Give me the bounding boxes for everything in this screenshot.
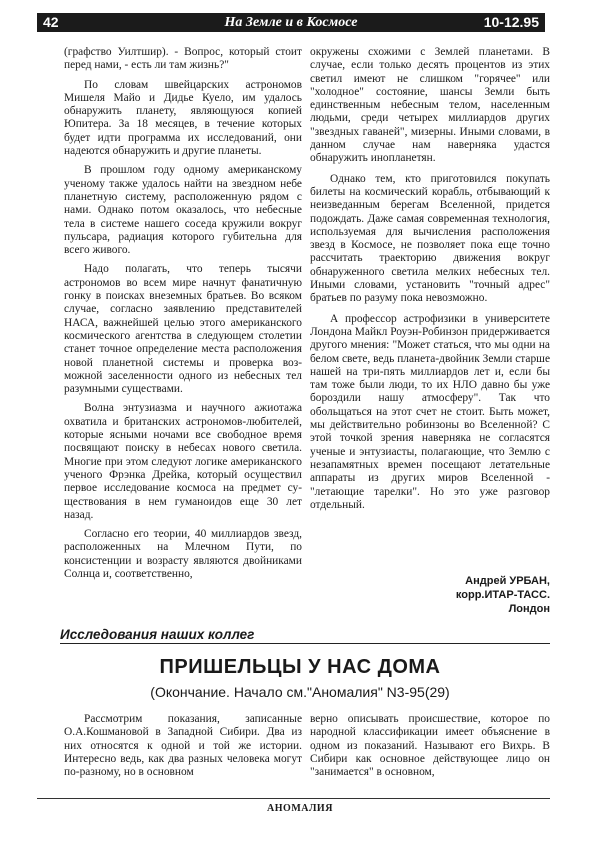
page-number: 42 <box>43 14 59 30</box>
article-paragraph: А профессор астрофизики в университете Лондона Майкл Роуэн-Робинзон придерживается другого мнения: "Может статься, что мы одни на белом свете, ведь планета-двойник Земли старше нашей на три-пять миллиардов лет и, если бы там тоже были люди, то их НЛО давно бы уже бороздили нашу атмосферу". Так что обольщаться на этот счет не стоит. Быть может, мы действительно робинзоны во Вселенной? С этой точкой зрения наверняка не согласятся ученые и энтузиасты, полагающие, что Землю с незапамятных времен посещают летательные аппараты из других миров Вселенной - "летающие тарелки". Но это уже разговор отдельный. <box>310 312 550 511</box>
article-paragraph: Однако тем, кто приготовился покупать билеты на космический корабль, отбывающий к неизведанным берегам Вселенной, придется подождать. Даже самая современная технология, используемая для вычисления расположения звезд в Космосе, не позволяет пока еще точно рассчитать траекторию движения вокруг обнаруженного светила мелких небесных тел. Иными словами, установить "точный адрес" братьев по разуму пока невозможно. <box>310 172 550 305</box>
article-paragraph: окружены схожими с Землей планетами. В случае, если только десять процентов из этих светил имеют не слишком "горячее" или "холодное" состояние, шансы Земли быть единственным небесным телом, населенным людьми, среди четырех миллиардов других "звездных гаваней", мизерны. Иными словами, в данном случае нам наверняка удастся обнаружить инопланетян. <box>310 46 550 165</box>
article-paragraph: Волна энтузиазма и научного ажиотажа охватила и британских астрономов-любителей, которые ясными ночами все свободное время посвящают поиску в небесах нового светила. Многие при этом следуют логике американского ученого Фрэнка Дрейка, который осуществил первое исследование космоса на предмет существования в нем гуманоидов еще 30 лет назад. <box>64 402 302 521</box>
second-article-right-column <box>310 713 550 783</box>
article-paragraph: Надо полагать, что теперь тысячи астрономов во всем мире начнут фанатичную гонку в поисках внеземных братьев. Во всяком случае, согласно заявлению представителей НАСА, важнейшей целью этого американского космического агентства в следующем столетии станет точное определение места расположения новой планетной системы и проверка возможной заселенности одного из небесных тел разумными существами. <box>64 263 302 396</box>
author-name: Андрей УРБАН, <box>465 575 550 587</box>
article-paragraph: По словам швейцарских астрономов Мишеля Майо и Дидье Куело, им удалось обнаружить планету, являющуюся копией Юпитера. За 18 месяцев, в течение которых будет идти программа их исследований, они надеются обнаружить и другие планеты. <box>64 78 302 158</box>
article-left-column <box>64 46 302 610</box>
issue-date: 10-12.95 <box>483 14 539 30</box>
article-headline: ПРИШЕЛЬЦЫ У НАС ДОМА <box>159 656 441 678</box>
article-paragraph: Согласно его теории, 40 миллиардов звезд, расположенных на Млечном Пути, по консистенции и возрасту являются двойниками Солнца и, соответственно, <box>64 528 302 580</box>
article-paragraph: верно описывать происшествие, которое по народной классификации имеет объяснение в одном из показаний. Называют его Вихрь. В Сибири как основное действующее лицо он "занимается" в основном, <box>310 713 550 779</box>
article-subheadline: (Окончание. Начало см."Аномалия" N3-95(29) <box>150 684 450 700</box>
author-city: Лондон <box>508 603 550 615</box>
rubric-divider <box>60 643 550 644</box>
section-rubric: Исследования наших коллег <box>60 627 255 642</box>
footer-divider <box>37 798 550 799</box>
article-paragraph: Рассмотрим показания, записанные О.А.Кошмановой в Западной Сибири. Два из них относятся к одной и той же истории. Интересно ведь, как два разных человека могут по-разному, но в основном <box>64 713 302 779</box>
article-paragraph: (графство Уилтшир). - Вопрос, который стоит перед нами, - есть ли там жизнь?" <box>64 46 302 72</box>
section-title: На Земле и в Космосе <box>224 15 358 30</box>
page-header-bar <box>37 13 545 32</box>
author-organization: корр.ИТАР-ТАСС. <box>455 589 550 601</box>
second-article-left-column <box>64 713 302 783</box>
publication-name: АНОМАЛИЯ <box>267 803 333 814</box>
article-right-column <box>310 46 550 576</box>
article-paragraph: В прошлом году одному американскому ученому также удалось найти на звездном небе планетную систему, расположенную рядом с нами. Однако потом оказалось, что небесные тела в системе нашего соседа кружили вокруг пульсара, радиация которого губительна для всего живого. <box>64 164 302 257</box>
